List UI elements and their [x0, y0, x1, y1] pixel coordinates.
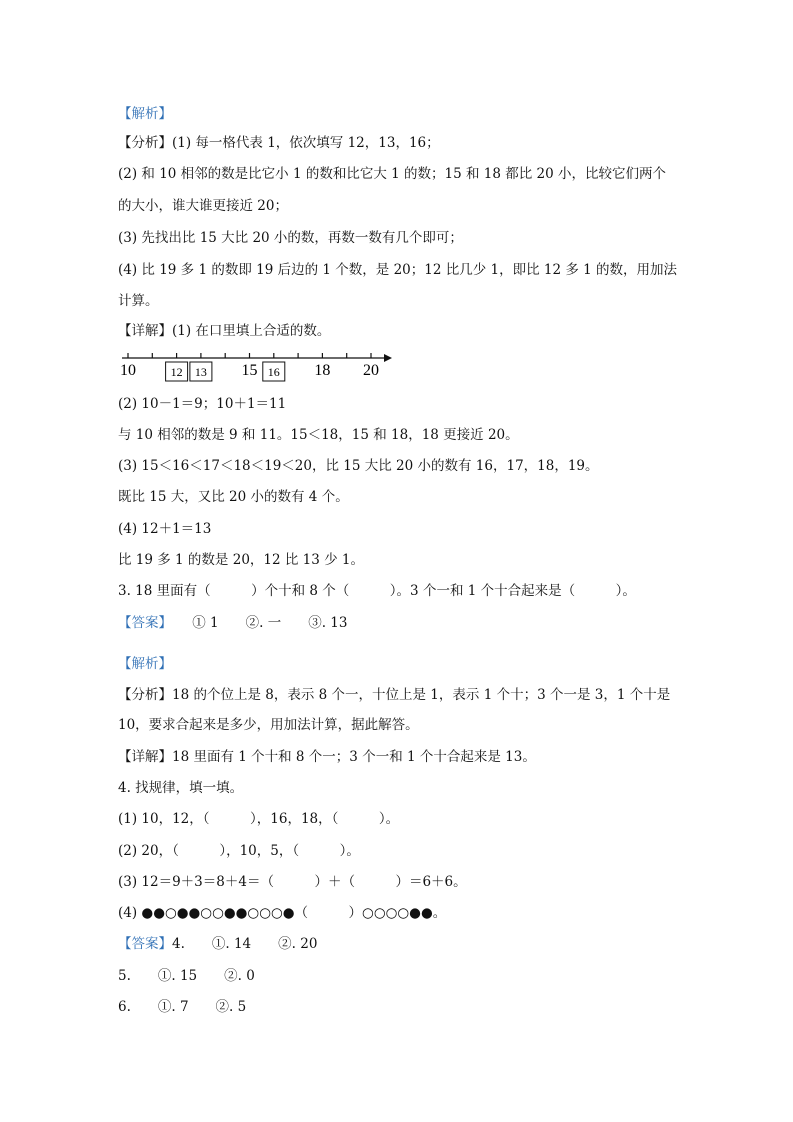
answer-text: ① 1 ②. 一 ③. 13	[165, 615, 348, 631]
text-line: (2) 20，（ ），10，5，（ ）。	[118, 843, 360, 859]
text-line: 与 10 相邻的数是 9 和 11。15＜18，15 和 18，18 更接近 20。	[118, 427, 519, 443]
text-line: 【分析】18 的个位上是 8，表示 8 个一，十位上是 1，表示 1 个十；3 个一是 3，1 个十是	[118, 687, 671, 703]
number-line-label: 15	[241, 362, 258, 379]
number-line-labels	[120, 362, 379, 379]
text-line: (4) 比 19 多 1 的数即 19 后边的 1 个数，是 20；12 比几少 1，即比 12 多 1 的数，用加法	[118, 262, 678, 278]
text-line: 【解析】	[118, 106, 172, 122]
number-line-answer-value: 13	[194, 365, 207, 379]
text-line: 【分析】(1) 每一格代表 1，依次填写 12，13，16；	[118, 135, 440, 151]
text-line: (1) 10，12，（ ），16，18，（ ）。	[118, 811, 400, 827]
text-line: 的大小，谁大谁更接近 20；	[118, 198, 288, 214]
text-line: 【详解】18 里面有 1 个十和 8 个一；3 个一和 1 个十合起来是 13。	[118, 749, 536, 765]
number-line-arrow	[384, 354, 392, 362]
text-line: (2) 10－1＝9；10＋1＝11	[118, 396, 287, 412]
number-line-label: 20	[363, 362, 379, 379]
text-line	[118, 935, 317, 953]
number-line-label: 18	[314, 362, 331, 379]
text-line: 6. ①. 7 ②. 5	[118, 999, 247, 1015]
number-line-boxes	[166, 362, 285, 381]
answer-tag: 【答案】	[118, 936, 172, 952]
text-line: (4) ●●○●●○○●●○○○●（ ）○○○○●●。	[118, 905, 447, 921]
answer-tag: 【答案】	[118, 615, 166, 631]
text-line: (2) 和 10 相邻的数是比它小 1 的数和比它大 1 的数；15 和 18 都比 20 小，比较它们两个	[118, 166, 667, 182]
number-line-label: 10	[120, 362, 136, 379]
text-line: (3) 15＜16＜17＜18＜19＜20，比 15 大比 20 小的数有 16，17，18，19。	[118, 458, 599, 474]
number-line-ticks	[128, 353, 371, 358]
number-line-answer-value: 16	[267, 365, 280, 379]
answer-text: 4. ①. 14 ②. 20	[172, 936, 318, 952]
text-line: 既比 15 大，又比 20 小的数有 4 个。	[118, 489, 349, 505]
text-line: 5. ①. 15 ②. 0	[118, 968, 255, 984]
text-line: 3. 18 里面有（ ）个十和 8 个（ ）。3 个一和 1 个十合起来是（ ）。	[118, 583, 636, 599]
text-line: 计算。	[118, 293, 159, 309]
text-line: 比 19 多 1 的数是 20，12 比 13 少 1。	[118, 552, 365, 568]
text-line: (3) 12＝9＋3＝8＋4＝（ ）＋（ ）＝6＋6。	[118, 874, 467, 890]
text-line: 【详解】(1) 在口里填上合适的数。	[118, 323, 331, 339]
number-line-answer-value: 12	[170, 365, 183, 379]
text-line	[118, 614, 347, 632]
text-line: (4) 12＋1＝13	[118, 521, 212, 537]
text-line: 10，要求合起来是多少，用加法计算，据此解答。	[118, 717, 419, 733]
number-line-figure	[118, 346, 398, 386]
text-line: 【解析】	[118, 656, 172, 672]
text-line: (3) 先找出比 15 大比 20 小的数，再数一数有几个即可；	[118, 230, 463, 246]
text-line: 4. 找规律，填一填。	[118, 780, 244, 796]
